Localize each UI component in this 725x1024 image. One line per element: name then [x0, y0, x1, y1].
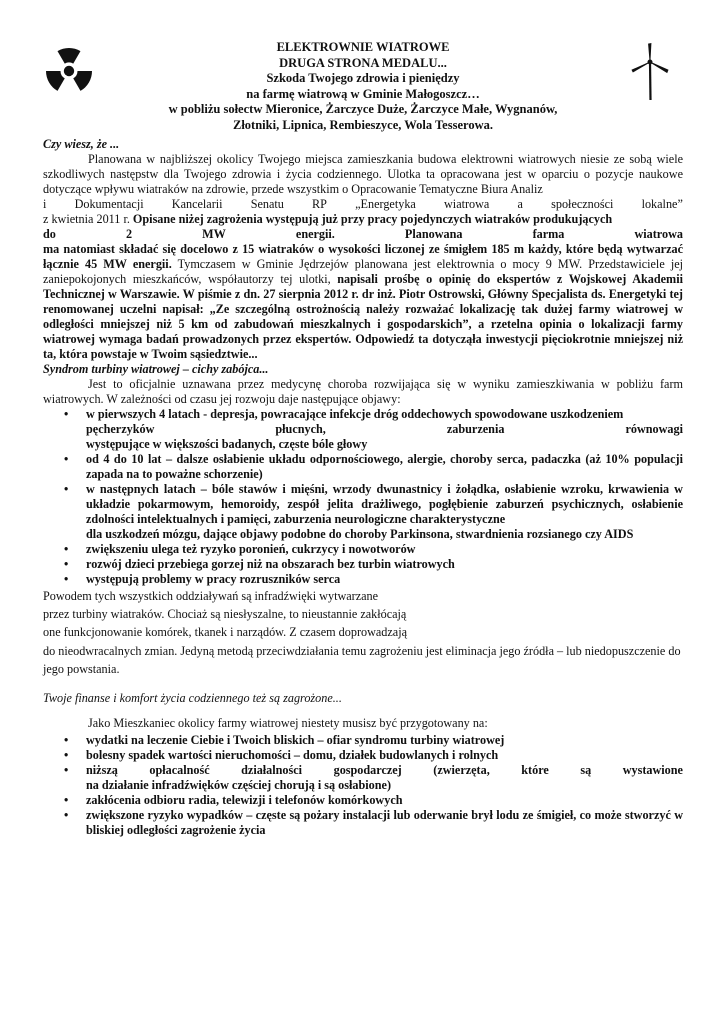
word: do: [43, 226, 56, 241]
after-line: Powodem tych wszystkich oddziaływań są infradźwięki wytwarzane: [43, 588, 379, 603]
word: wiatrowa: [444, 196, 490, 211]
list-item: [86, 808, 683, 838]
item-text: • wydatki na leczenie Ciebie i Twoich bliskich – ofiar syndromu turbiny wiatrowej: [86, 732, 505, 747]
word: zaburzenia: [446, 421, 505, 436]
list-item: [86, 407, 683, 452]
syndrome-symptom-list: [43, 407, 683, 587]
list-item: [86, 793, 683, 808]
finance-list: [43, 733, 683, 838]
item-text: • występują problemy w pracy rozruszników serca: [86, 571, 341, 586]
syndrome-heading: Syndrom turbiny wiatrowej – cichy zabójca...: [43, 361, 269, 376]
intro-p3-plain: z kwietnia 2011 r.: [43, 211, 133, 226]
item-text: • od 4 do 10 lat – dalsze osłabienie układu odpornościowego, alergie, choroby serca, padaczka (aż 10% populacji zapada na to poważne schorzenie): [86, 451, 683, 481]
intro-p5-bold-b: napisali prośbę o opinię do ekspertów z Wojskowej Akademii Technicznej w Warszawie. W piśmie z dn. 27 sierpnia 2012 r. dr inż. Piotr Ostrowski, Główny Specjalista ds. Energetyki tej renomowanej uczelni napisał: „Ze szczególną ostrożnością należy rozważać lokalizację tak dużej farmy wiatrowej w odległości mniejszej niż 5 km od zabudowań mieszkalnych i gospodarskich”, a rzetelna opinia o lokalizacji farmy wiatrowej wymaga badań prowadzonych przez ekspertów. Odpowiedź ta dotycząła inwestycji pięciokrotnie mniejszej niż ta, która powstaje w Twoim sąsiedztwie...: [43, 271, 683, 361]
item-text: • zakłócenia odbioru radia, telewizji i telefonów komórkowych: [86, 792, 403, 807]
word: Senatu: [250, 196, 284, 211]
word: Dokumentacji: [74, 196, 144, 211]
header-line-3: Szkoda Twojego zdrowia i pieniędzy: [266, 71, 460, 86]
item-text: • w pierwszych 4 latach - depresja, powracające infekcje dróg oddechowych spowodowane uszkodzeniem: [86, 406, 624, 421]
syndrome-after-text: [43, 587, 683, 679]
item-text: • rozwój dzieci przebiega gorzej niż na obszarach bez turbin wiatrowych: [86, 556, 455, 571]
after-line: do nieodwracalnych zmian. Jedyną metodą przeciwdziałania temu zagrożeniu jest eliminacja jego źródła – lub niedopuszczenie do jego powstania.: [43, 643, 681, 677]
word: „Energetyka: [355, 196, 416, 211]
item-text: • bolesny spadek wartości nieruchomości – domu, działek budowlanych i rolnych: [86, 747, 499, 762]
word: opłacalność: [149, 762, 210, 777]
list-item: [86, 733, 683, 748]
item-text: • zwiększone ryzyko wypadków – częste są pożary instalacji lub oderwanie brył lodu ze śmigieł, co może stworzyć w bliskiej odległości zagrożenie życia: [86, 807, 683, 837]
header-line-2: DRUGA STRONA MEDALU...: [279, 55, 447, 70]
word: a: [517, 196, 523, 211]
word: farma: [532, 226, 565, 241]
intro-p5-plain: Tymczasem w Gminie Jędrzejów planowana jest elektrownia o mocy 9 MW. Przedstawiciele jej zaniepokojonych mieszkańców, współautorzy tej ulotki,: [43, 256, 684, 286]
word: równowagi: [625, 421, 683, 436]
header-line-1: ELEKTROWNIE WIATROWE: [276, 40, 450, 54]
leaflet-header: [43, 40, 683, 134]
word: pęcherzyków: [86, 421, 155, 436]
intro-p3-bold: Opisane niżej zagrożenia występują już przy pracy pojedynczych wiatraków produkujących: [132, 211, 613, 226]
word: wystawione: [622, 762, 683, 777]
word: płucnych,: [275, 421, 326, 436]
word: są: [580, 762, 592, 777]
item-text: • w następnych latach – bóle stawów i mięśni, wrzody dwunastnicy i żołądka, osłabienie wzroku, krwawienia w układzie pokarmowym, hemoroidy, zespół jelita drażliwego, pogłębienie zaburzeń psychicznych, osłabienie zdolności intelektualnych i pamięci, zaburzenia neurologiczne charakterystyczne: [86, 481, 683, 526]
list-item: [86, 542, 683, 557]
item-tail: na działanie infradźwięków częściej chorują i są osłabione): [86, 777, 392, 792]
word: energii.: [295, 226, 335, 241]
intro-paragraph-3: [43, 212, 683, 227]
word: Planowana: [404, 226, 463, 241]
word: wiatrowa: [634, 226, 683, 241]
word: MW: [202, 226, 226, 241]
intro-paragraph-5: [43, 242, 683, 362]
item-spread-line: [86, 763, 683, 778]
word: RP: [312, 196, 327, 211]
word: (zwierzęta,: [433, 762, 490, 777]
intro-spread-line-2: [43, 227, 683, 242]
leaflet-page: [43, 40, 683, 838]
list-item: [86, 452, 683, 482]
list-item: [86, 557, 683, 572]
word: i: [43, 196, 47, 211]
item-tail: występujące w większości badanych, częste bóle głowy: [86, 436, 368, 451]
after-line: przez turbiny wiatraków. Chociaż są niesłyszalne, to nieustannie zakłócają: [43, 606, 407, 621]
after-line: one funkcjonowanie komórek, tkanek i narządów. Z czasem doprowadzają: [43, 625, 408, 640]
list-item: [86, 748, 683, 763]
item-tail: dla uszkodzeń mózgu, dające objawy podobne do choroby Parkinsona, stwardnienia rozsianego czy AIDS: [86, 526, 634, 541]
word: lokalne”: [641, 196, 683, 211]
word: które: [521, 762, 549, 777]
intro-heading: Czy wiesz, że ...: [43, 136, 120, 151]
word: • niższą: [86, 762, 118, 777]
header-line-6: Złotniki, Lipnica, Rembieszyce, Wola Tesserowa.: [233, 117, 493, 132]
word: 2: [125, 226, 133, 241]
word: gospodarczej: [333, 762, 402, 777]
intro-spread-line-1: [43, 197, 683, 212]
item-spread-line: [86, 422, 683, 437]
word: społeczności: [551, 196, 614, 211]
intro-p5-bold-a: ma natomiast składać się docelowo z 15 wiatraków o wysokości liczonej ze śmigłem 185 m każdy, które będą wytwarzać łącznie 45 MW energii.: [43, 241, 683, 271]
finance-heading: Twoje finanse i komfort życia codziennego też są zagrożone...: [43, 690, 342, 705]
word: Kancelarii: [171, 196, 223, 211]
list-item: [86, 482, 683, 542]
syndrome-paragraph: Jest to oficjalnie uznawana przez medycynę choroba rozwijająca się w wyniku zamieszkiwania w pobliżu farm wiatrowych. W zależności od czasu jej rozwoju daje następujące objawy:: [43, 376, 683, 406]
list-item: [86, 763, 683, 793]
list-item: [86, 572, 683, 587]
word: działalności: [241, 762, 303, 777]
item-text: • zwiększeniu ulega też ryzyko poronień, cukrzycy i nowotworów: [86, 541, 416, 556]
header-line-4: na farmę wiatrową w Gminie Małogoszcz…: [246, 86, 480, 101]
intro-paragraph-1: Planowana w najbliższej okolicy Twojego miejsca zamieszkania budowa elektrowni wiatrowych niesie ze sobą wiele szkodliwych następstw dla Twojego zdrowia i życia codziennego. Ulotka ta opracowana jest w oparciu o pozycje naukowe dotyczące wpływu wiatraków na zdrowie, przede wszystkim o Opracowanie Tematyczne Biura Analiz: [43, 151, 683, 196]
finance-intro: Jako Mieszkaniec okolicy farmy wiatrowej niestety musisz być przygotowany na:: [88, 715, 488, 730]
header-line-5: w pobliżu sołectw Mieronice, Żarczyce Duże, Żarczyce Małe, Wygnanów,: [168, 102, 558, 117]
